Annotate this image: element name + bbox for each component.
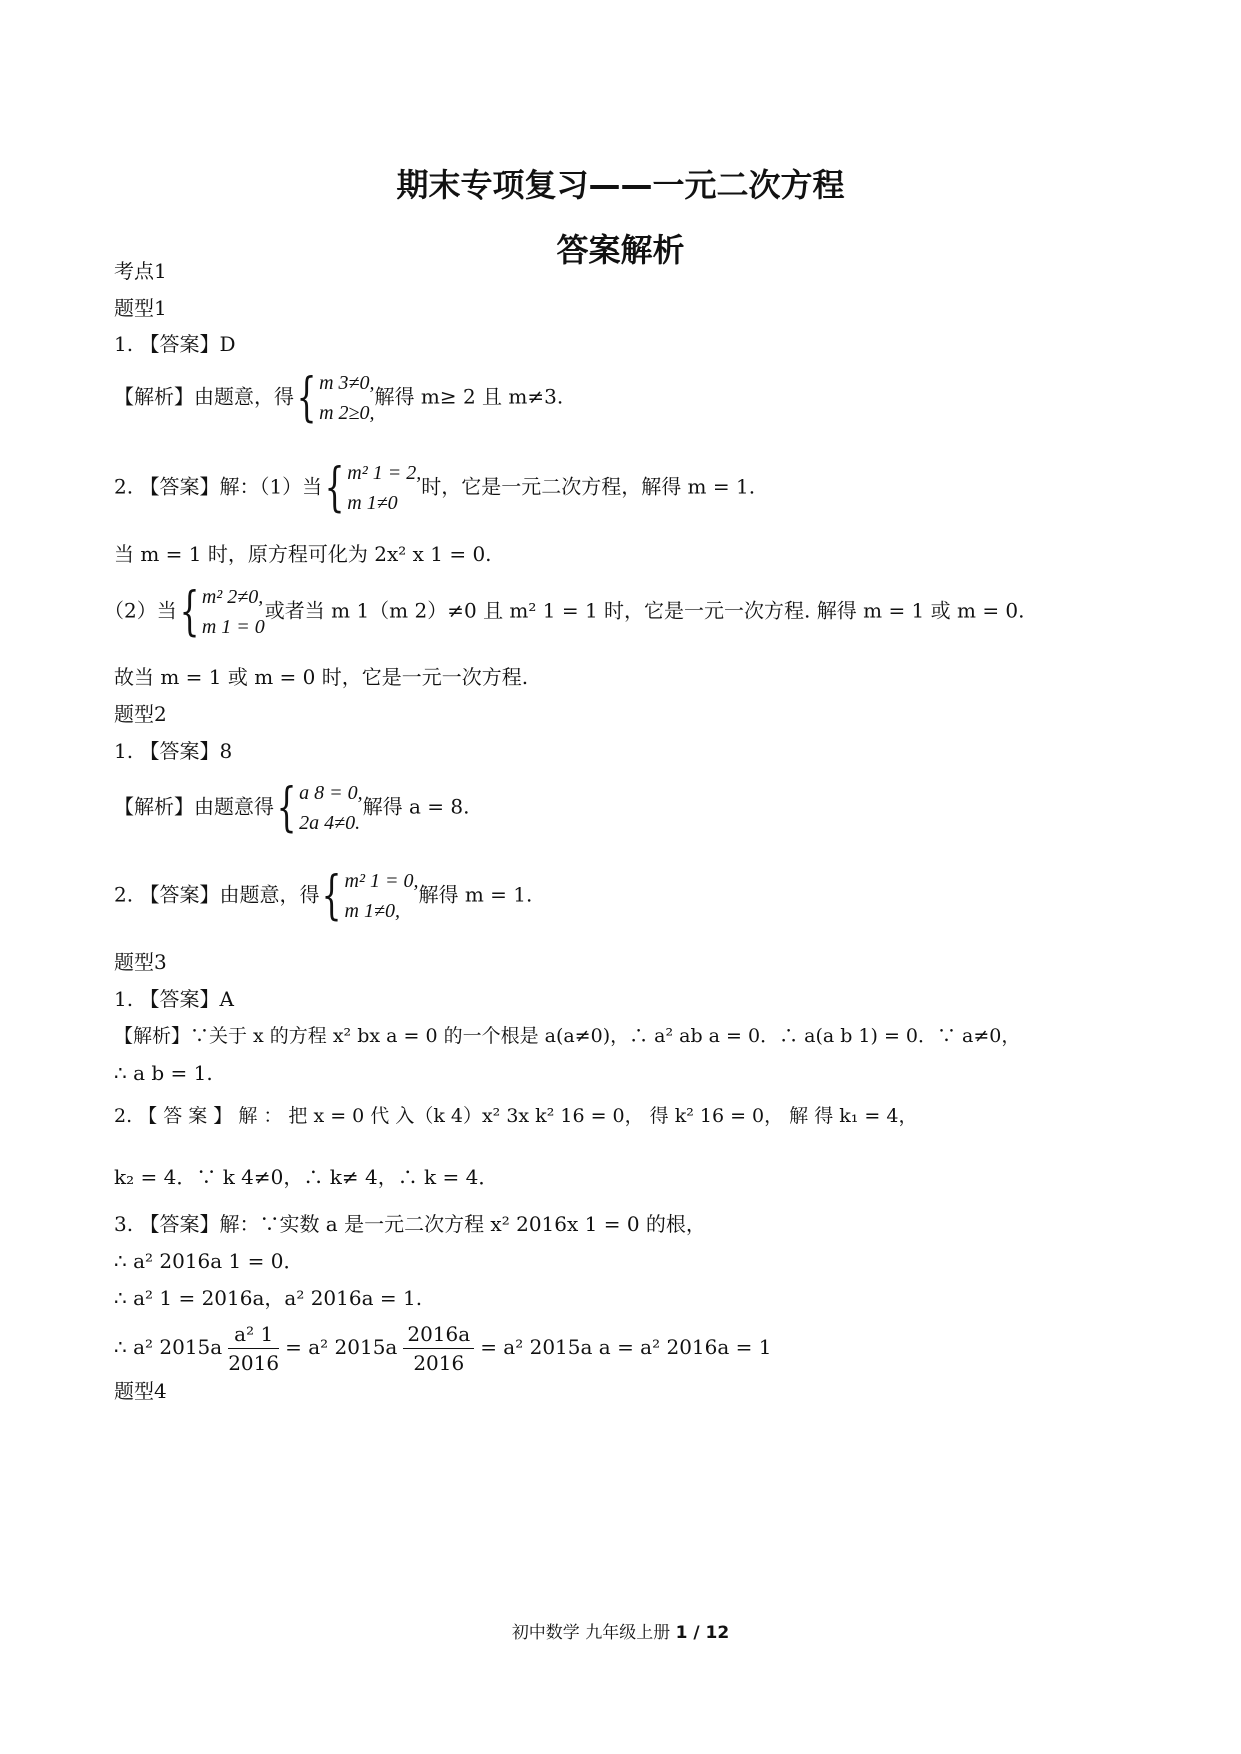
equation: m 1≠0 <box>347 492 398 514</box>
page-number: 1 / 12 <box>675 1623 730 1643</box>
page-footer <box>0 1618 1241 1643</box>
brace-symbol: { <box>322 866 342 926</box>
analysis-line <box>114 778 469 838</box>
analysis-suffix: 解得 a = 8. <box>362 794 470 819</box>
text-line: k₂ = 4．∵ k 4≠0，∴ k≠ 4，∴ k = 4． <box>114 1165 499 1189</box>
text-line: ∴ a² 2016a 1 = 0． <box>114 1249 304 1273</box>
equation-system <box>319 368 374 428</box>
text-suffix: 或者当 m 1（m 2）≠0 且 m² 1 = 1 时，它是一元一次方程. 解得 m = 1 或 m = 0. <box>264 598 1025 623</box>
text-line: ∴ a² 1 = 2016a，a² 2016a = 1. <box>114 1286 423 1310</box>
equation-system <box>347 458 421 518</box>
fraction-numerator: 2016a <box>403 1320 474 1349</box>
equation-system <box>345 866 419 926</box>
text-prefix: （2）当 <box>104 598 177 623</box>
answer-prefix: 2. 【答案】由题意，得 <box>114 882 320 907</box>
footer-text: 初中数学 九年级上册 <box>511 1623 671 1643</box>
equation: m 2≥0, <box>319 402 375 424</box>
answer-line <box>114 458 755 518</box>
answer-line <box>114 866 532 926</box>
equation: m 1 = 0 <box>201 616 265 638</box>
equation: m 3≠0, <box>319 372 375 394</box>
fraction-numerator: a² 1 <box>228 1320 279 1349</box>
answer-line: 1. 【答案】8 <box>114 739 233 763</box>
answer-suffix: 解得 m = 1. <box>418 882 533 907</box>
equation: 2a 4≠0. <box>299 812 361 834</box>
analysis-line <box>114 368 563 428</box>
fraction <box>228 1320 279 1377</box>
equation: a 8 = 0, <box>299 782 363 804</box>
equation-system <box>202 582 265 642</box>
analysis-prefix: 【解析】由题意得 <box>114 794 274 819</box>
section-heading: 考点1 <box>114 259 167 283</box>
fraction <box>403 1320 474 1377</box>
page-subtitle: 答案解析 <box>556 231 685 269</box>
question-type-heading: 题型4 <box>114 1379 167 1403</box>
formula-line <box>114 1320 772 1377</box>
equation: m 1≠0, <box>344 900 400 922</box>
brace-symbol: { <box>276 778 297 838</box>
answer-line: 2. 【 答 案 】 解 ： 把 x = 0 代 入（k 4）x² 3x k² 16 = 0， 得 k² 16 = 0， 解 得 k₁ = 4， <box>114 1105 918 1127</box>
fraction-denominator: 2016 <box>413 1351 465 1375</box>
analysis-prefix: 【解析】由题意，得 <box>114 384 294 409</box>
answer-prefix: 2. 【答案】解：（1）当 <box>114 474 323 499</box>
text-line <box>104 582 1025 642</box>
brace-symbol: { <box>179 582 200 642</box>
question-type-heading: 题型3 <box>114 950 167 974</box>
analysis-suffix: 解得 m≥ 2 且 m≠3. <box>374 384 564 409</box>
formula-part: = a² 2015a <box>285 1335 398 1359</box>
brace-symbol: { <box>324 458 345 518</box>
text-line: 故当 m = 1 或 m = 0 时，它是一元一次方程. <box>114 665 529 689</box>
equation: m² 1 = 0, <box>344 870 419 892</box>
analysis-line: 【解析】∵关于 x 的方程 x² bx a = 0 的一个根是 a(a≠0)，∴ a² ab a = 0．∴ a(a b 1) = 0．∵ a≠0， <box>114 1025 1021 1047</box>
question-type-heading: 题型2 <box>114 702 167 726</box>
formula-part: = a² 2015a a = a² 2016a = 1 <box>480 1335 772 1359</box>
answer-line: 1. 【答案】A <box>114 987 234 1011</box>
equation: m² 2≠0, <box>201 586 264 608</box>
text-line: 当 m = 1 时，原方程可化为 2x² x 1 = 0. <box>114 542 492 566</box>
answer-line: 1. 【答案】D <box>114 332 236 356</box>
page-title: 期末专项复习——一元二次方程 <box>396 166 845 204</box>
formula-part: ∴ a² 2015a <box>114 1335 223 1359</box>
question-type-heading: 题型1 <box>114 296 167 320</box>
text-line: ∴ a b = 1. <box>114 1061 213 1085</box>
answer-suffix: 时，它是一元二次方程，解得 m = 1. <box>421 474 756 499</box>
equation: m² 1 = 2, <box>347 462 422 484</box>
answer-line: 3. 【答案】解：∵实数 a 是一元二次方程 x² 2016x 1 = 0 的根， <box>114 1212 706 1236</box>
equation-system <box>299 778 363 838</box>
fraction-denominator: 2016 <box>228 1351 280 1375</box>
brace-symbol: { <box>296 368 317 428</box>
